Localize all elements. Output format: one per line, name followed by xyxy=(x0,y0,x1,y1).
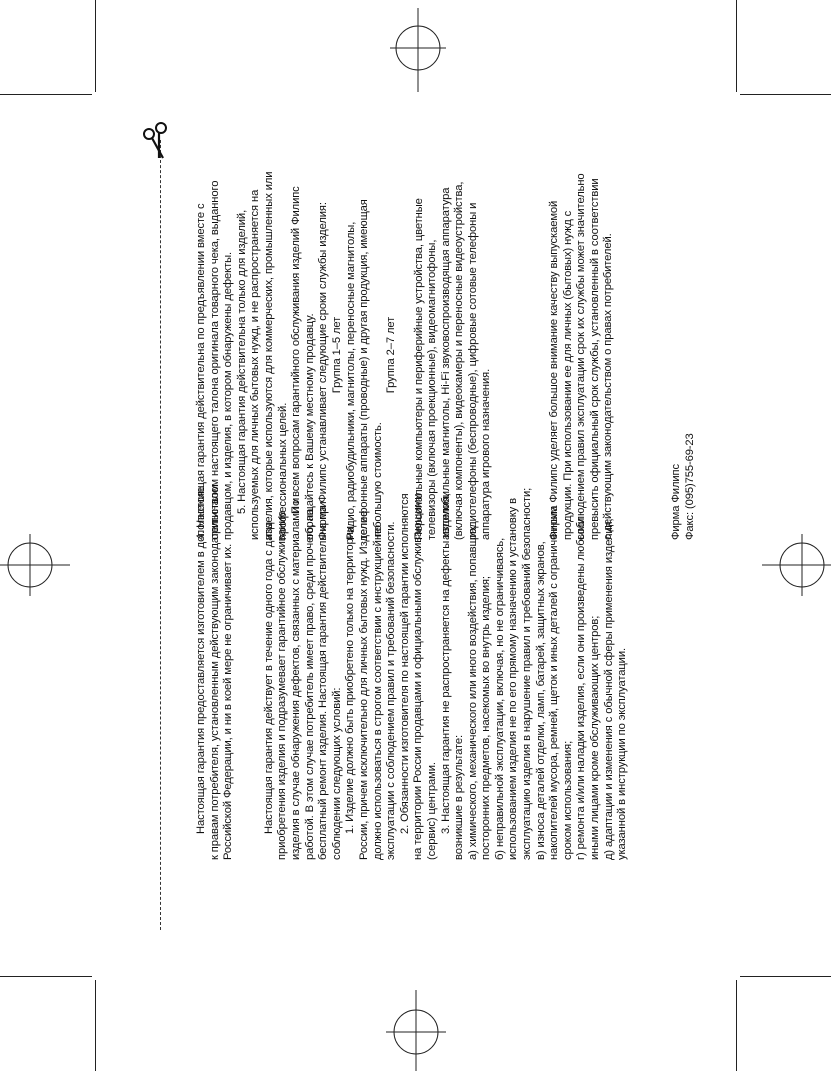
warranty-terms-column-2 xyxy=(195,170,696,540)
text-line: Российской Федерации, и ни в коей мере не ограничивает их. xyxy=(222,543,235,860)
text-line: продукции. При использовании ее для личных (бытовых) нужд с xyxy=(561,210,574,540)
text-line: телефонные аппараты (проводные) и другая продукция, имеющая xyxy=(358,199,371,540)
text-line: иными лицами кроме обслуживающих центров; xyxy=(589,615,602,860)
crop-mark xyxy=(740,976,831,977)
text-line: бесплатный ремонт изделия. Настоящая гарантия действительна при xyxy=(317,501,330,860)
text-line: Факс: (095)755-69-23 xyxy=(683,433,696,540)
text-line: Фирма Филипс xyxy=(670,464,683,540)
text-line: 5. Настоящая гарантия действительна только для изделий, xyxy=(235,209,248,514)
text-line: посторонних предметов, насекомых во внутрь изделия; xyxy=(480,576,493,860)
text-line: 1. Изделие должно быть приобретено только на территории xyxy=(344,526,357,834)
registration-mark-bottom xyxy=(384,990,448,1071)
text-line: указанной в инструкции по эксплуатации. xyxy=(616,648,629,860)
text-line: на территории России продавцами и официальными обслуживающими xyxy=(412,493,425,860)
text-line: б) неправильной эксплуатации, включая, но не ограничиваясь, xyxy=(493,537,506,860)
text-line: Настоящая гарантия действует в течение одного года с даты xyxy=(262,521,275,834)
registration-mark-right xyxy=(762,534,831,596)
text-line: профессиональных целей. xyxy=(276,402,289,540)
cut-line xyxy=(160,140,161,930)
text-line: а) химического, механического или иного воздействия, попавших xyxy=(466,526,479,860)
text-line: телевизоры (включая проекционные), видеомагнитофоны, xyxy=(426,239,439,540)
crop-mark xyxy=(740,94,831,95)
scissors-icon xyxy=(139,122,179,162)
text-line xyxy=(236,560,263,860)
text-line: 4. Настоящая гарантия действительна по предъявлении вместе с xyxy=(195,203,207,540)
crop-mark xyxy=(736,0,737,92)
text-line: приобретения изделия и подразумевает гарантийное обслуживание xyxy=(276,511,289,860)
text-line: соблюдении следующих условий: xyxy=(330,687,343,860)
text-line: сроком использования; xyxy=(561,740,574,860)
text-line: По всем вопросам гарантийного обслуживания изделий Филипс xyxy=(290,186,303,514)
text-line xyxy=(399,170,413,540)
text-line xyxy=(616,170,670,540)
text-line: накопителей мусора, ремней, щеток и иных деталей с ограниченным xyxy=(548,506,561,860)
crosshair-icon xyxy=(0,534,70,596)
text-line: возникшие в результате: xyxy=(453,734,466,860)
text-line: используемых для личных бытовых нужд, и не распространяется на xyxy=(249,189,262,540)
crosshair-icon xyxy=(384,990,448,1071)
text-line: аппаратура игрового назначения. xyxy=(480,368,493,540)
registration-mark-left xyxy=(0,534,70,596)
text-line: Фирма Филипс устанавливает следующие сроки службы изделия: xyxy=(317,202,330,540)
text-line: в) износа деталей отделки, ламп, батарей, защитных экранов, xyxy=(534,541,547,860)
text-line: изделия в случае обнаружения дефектов, связанных с материалами и xyxy=(289,497,302,860)
text-line: д) адаптации и изменения с обычной сферы применения изделия, xyxy=(602,518,615,860)
text-line: продавцом, и изделия, в котором обнаружены дефекты. xyxy=(222,251,235,540)
text-line: обращайтесь к Вашему местному продавцу. xyxy=(303,313,316,540)
text-line: Фирма Филипс уделяет большое внимание качеству выпускаемой xyxy=(548,200,561,540)
text-line: 2. Обязанности изготовителя по настоящей гарантии исполняются xyxy=(398,493,411,834)
text-line: Группа 1–5 лет xyxy=(330,316,343,394)
text-line: с действующим законодательством о правах потребителей. xyxy=(602,233,615,540)
text-line: Радио, радиобудильники, магнитолы, переносные магнитолы, xyxy=(344,221,357,540)
registration-mark-top xyxy=(388,8,448,92)
text-line: автомобильные магнитолы, Hi-Fi звуковоспроизводящая аппаратура xyxy=(439,187,452,540)
text-line: г) ремонта и/или наладки изделия, если они произведены любыми xyxy=(575,517,588,860)
text-line: небольшую стоимость. xyxy=(371,422,384,540)
text-line: эксплуатации с соблюдением правил и требований безопасности. xyxy=(385,521,398,860)
crop-mark xyxy=(0,94,92,95)
text-line: России, причем исключительно для личных бытовых нужд. Изделие xyxy=(357,510,370,860)
crop-mark xyxy=(95,980,96,1071)
text-line: эксплуатацию изделия в нарушение правил и требований безопасности; xyxy=(521,487,534,860)
crop-mark xyxy=(736,980,737,1071)
text-line: оригиналом настоящего талона оригинала товарного чека, выданного xyxy=(208,180,221,540)
text-line: (включая компоненты), видеокамеры и переносные видеоустройства, xyxy=(453,181,466,540)
text-line xyxy=(494,170,548,540)
text-line: работой. В этом случае потребитель имеет право, среди прочего, на xyxy=(303,508,316,860)
text-line: 3. Настоящая гарантия не распространяется на дефекты изделия, xyxy=(439,493,452,834)
crop-mark xyxy=(95,0,96,92)
text-line: Персональные компьютеры и периферийные устройства, цветные xyxy=(412,198,425,540)
text-line: изделия, которые используются для коммерческих, промышленных или xyxy=(262,171,275,540)
text-line: Группа 2–7 лет xyxy=(385,316,398,394)
text-line: (сервис) центрами. xyxy=(425,762,438,860)
text-line: к правам потребителя, установленным действующим законодательством xyxy=(208,484,221,860)
crosshair-icon xyxy=(388,8,448,92)
crosshair-icon xyxy=(762,534,831,596)
text-line: Настоящая гарантия предоставляется изготовителем в дополнение xyxy=(195,487,207,834)
text-line: соблюдением правил эксплуатации срок их службы может значительно xyxy=(575,173,588,540)
text-line: радиотелефоны (беспроводные), цифровые сотовые телефоны и xyxy=(466,202,479,540)
text-line: использованием изделия не по его прямому назначению и установку в xyxy=(507,497,520,860)
crop-mark xyxy=(0,976,92,977)
text-line: превысить официальный срок службы, установленный в соответствии xyxy=(588,178,601,540)
text-line: должно использоваться в строгом соответствии с инструкцией по xyxy=(371,525,384,860)
